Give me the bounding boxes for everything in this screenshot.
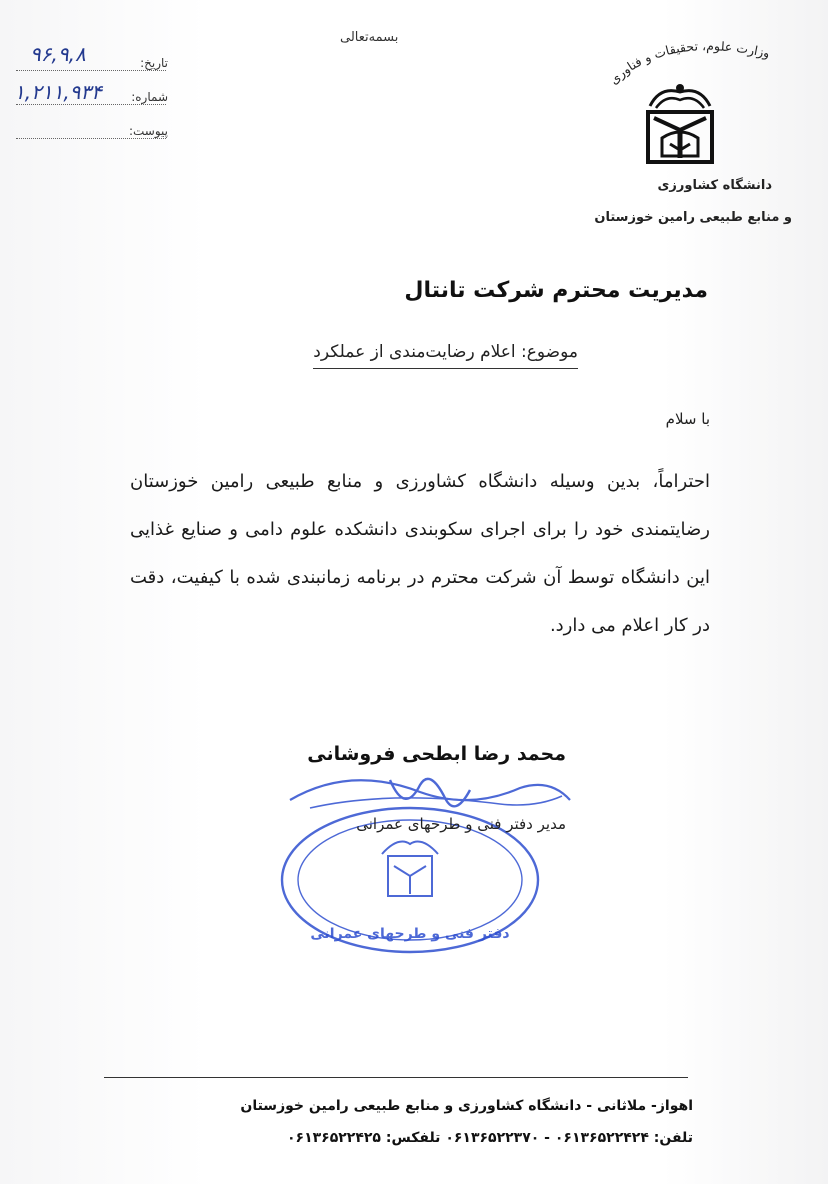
recipient: مدیریت محترم شرکت تانتال <box>404 278 708 303</box>
footer-phones: تلفن: ۰۶۱۳۶۵۲۲۴۲۴ - ۰۶۱۳۶۵۲۲۳۷۰ تلفکس: ۰۶۱۳۶۵۲۲۴۲۵ <box>286 1130 693 1146</box>
date-value: ۹۶,۹,۸ <box>30 42 86 66</box>
attachment-label: پیوست: <box>128 124 168 138</box>
university-name-line1: دانشگاه کشاورزی <box>657 178 772 193</box>
invocation: بسمه‌تعالی <box>340 30 399 45</box>
date-line <box>16 70 166 71</box>
university-emblem-icon <box>640 78 720 168</box>
svg-text:وزارت علوم، تحقیقات و فناوری: وزارت علوم، تحقیقات و فناوری <box>606 38 772 88</box>
signer-name: محمد رضا ابطحی فروشانی <box>307 743 566 765</box>
letter-body: احتراماً، بدین وسیله دانشگاه کشاورزی و منابع طبیعی رامین خوزستان رضایتمندی خود را برای اجرای سکوبندی دانشکده علوم دامی و صنایع غذایی این دانشگاه توسط آن شرکت محترم در برنامه زمانبندی شده با کیفیت، دقت در کار اعلام می دارد. <box>130 471 710 636</box>
date-label: تاریخ: <box>140 56 168 70</box>
number-value: ۱,۲۱۱,۹۳۴ <box>14 80 102 104</box>
attachment-line <box>16 138 166 139</box>
footer-divider <box>104 1077 688 1078</box>
greeting: با سلام <box>665 410 710 428</box>
signer-title: مدیر دفتر فنی و طرحهای عمرانی <box>356 815 566 833</box>
number-line <box>16 104 166 105</box>
footer-address: اهواز- ملاثانی - دانشگاه کشاورزی و منابع طبیعی رامین خوزستان <box>240 1098 693 1114</box>
subject: موضوع: اعلام رضایت‌مندی از عملکرد <box>313 342 578 369</box>
svg-text:دفتر فنی و طرحهای عمرانی: دفتر فنی و طرحهای عمرانی <box>310 926 510 942</box>
university-letterhead <box>590 20 800 225</box>
official-stamp-icon <box>270 770 580 970</box>
number-label: شماره: <box>131 90 168 104</box>
university-name-line2: و منابع طبیعی رامین خوزستان <box>594 210 792 225</box>
